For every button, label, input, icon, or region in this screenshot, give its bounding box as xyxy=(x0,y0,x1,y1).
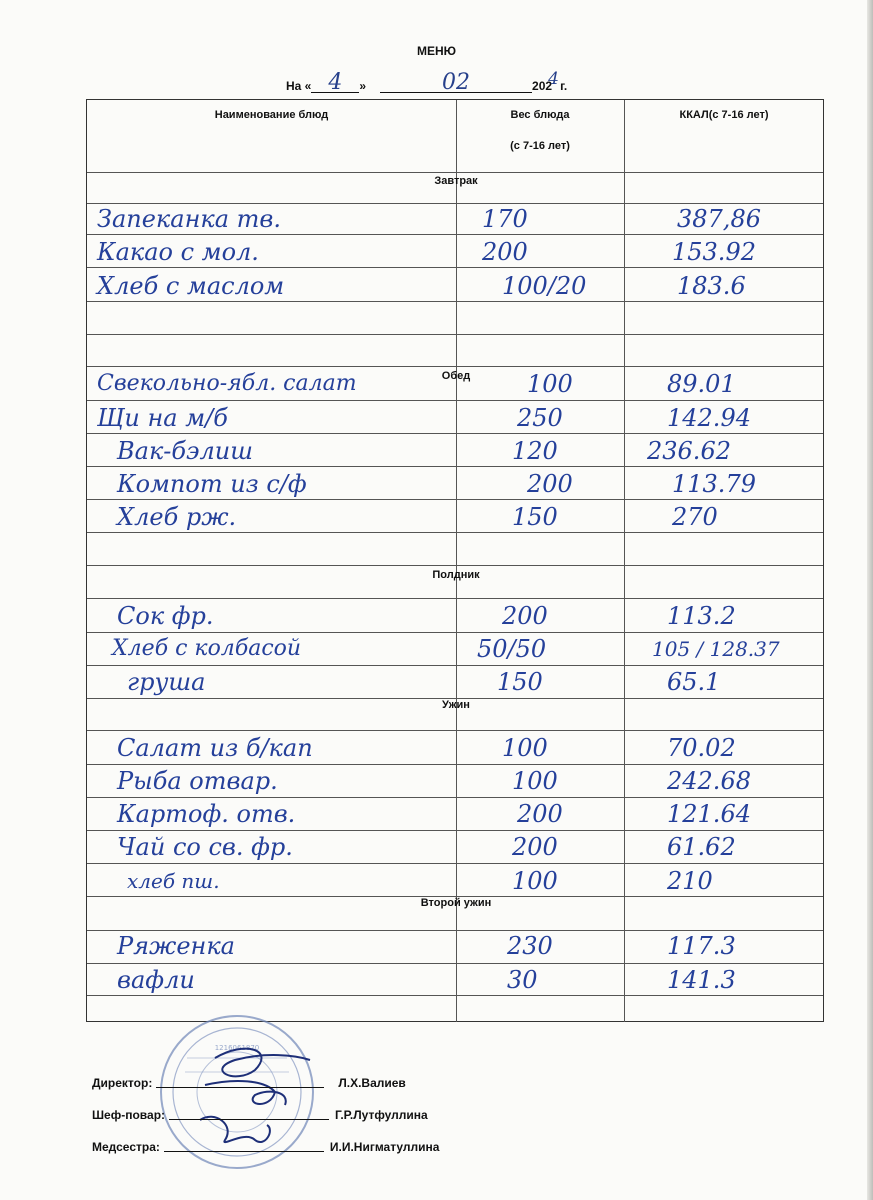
dish-weight: 170 xyxy=(482,205,528,233)
row-divider xyxy=(87,172,823,173)
dish-kcal: 89.01 xyxy=(667,370,736,398)
table-row xyxy=(87,765,825,797)
column-header-weight-sub: (с 7-16 лет) xyxy=(510,140,570,152)
table-row xyxy=(87,368,825,400)
dish-kcal: 121.64 xyxy=(667,800,751,828)
signature-block xyxy=(92,1060,592,1154)
table-row xyxy=(87,203,825,235)
dish-name: Вак-бэлиш xyxy=(117,437,253,465)
dish-weight: 200 xyxy=(527,470,573,498)
dish-kcal: 113.2 xyxy=(667,602,736,630)
dish-weight: 100 xyxy=(512,867,558,895)
chef-row xyxy=(92,1092,592,1122)
dish-weight: 200 xyxy=(512,833,558,861)
dish-name: Запеканка тв. xyxy=(97,205,281,233)
date-line xyxy=(286,69,568,95)
director-row xyxy=(92,1060,592,1090)
dish-weight: 100/20 xyxy=(502,272,587,300)
table-row xyxy=(87,865,825,897)
dish-name: Сок фр. xyxy=(117,602,214,630)
dish-kcal: 142.94 xyxy=(667,404,751,432)
dish-weight: 200 xyxy=(482,238,528,266)
dish-kcal: 270 xyxy=(672,503,718,531)
column-header-kcal: ККАЛ(с 7-16 лет) xyxy=(679,109,769,121)
table-row xyxy=(87,798,825,830)
dish-weight: 200 xyxy=(502,602,548,630)
table-row xyxy=(87,468,825,500)
table-row xyxy=(87,930,825,962)
dish-kcal: 70.02 xyxy=(667,734,736,762)
row-divider xyxy=(87,598,823,599)
section-breakfast: Завтрак xyxy=(434,175,478,187)
row-divider xyxy=(87,366,823,367)
dish-name: хлеб пш. xyxy=(127,869,220,893)
dish-kcal: 141.3 xyxy=(667,966,736,994)
table-row xyxy=(87,666,825,698)
dish-kcal: 61.62 xyxy=(667,833,736,861)
dish-name: Щи на м/б xyxy=(97,404,228,432)
chef-label: Шеф-повар: xyxy=(92,1108,166,1122)
section-dinner: Ужин xyxy=(442,699,470,711)
dish-weight: 100 xyxy=(512,767,558,795)
dish-weight: 100 xyxy=(527,370,573,398)
signature-line xyxy=(164,1151,324,1152)
dish-kcal: 387,86 xyxy=(677,205,761,233)
row-divider xyxy=(87,400,823,401)
page-edge xyxy=(867,0,873,1200)
dish-name: Чай со св. фр. xyxy=(117,833,293,861)
column-header-weight: Вес блюда xyxy=(510,109,570,121)
dish-name: Рыба отвар. xyxy=(117,767,278,795)
chef-name: Г.Р.Лутфуллина xyxy=(335,1108,428,1122)
date-month: 02 xyxy=(380,74,532,93)
table-row xyxy=(87,501,825,533)
table-row xyxy=(87,236,825,268)
table-row xyxy=(87,435,825,467)
dish-kcal: 183.6 xyxy=(677,272,746,300)
dish-name: Хлеб рж. xyxy=(117,503,237,531)
dish-weight: 120 xyxy=(512,437,558,465)
dish-name: Какао с мол. xyxy=(97,238,259,266)
dish-name: Хлеб с колбасой xyxy=(112,636,302,661)
dish-kcal: 153.92 xyxy=(672,238,756,266)
dish-kcal: 242.68 xyxy=(667,767,751,795)
table-row xyxy=(87,600,825,632)
table-row xyxy=(87,633,825,665)
dish-name: вафли xyxy=(117,966,195,994)
dish-weight: 250 xyxy=(517,404,563,432)
dish-kcal: 236.62 xyxy=(647,437,731,465)
dish-kcal: 105 / 128.37 xyxy=(652,637,780,661)
year-prefix: 202 xyxy=(532,79,553,93)
page-title: МЕНЮ xyxy=(416,44,457,58)
director-name: Л.Х.Валиев xyxy=(338,1076,406,1090)
dish-name: Картоф. отв. xyxy=(117,800,296,828)
table-row xyxy=(87,732,825,764)
dish-name: Хлеб с маслом xyxy=(97,272,285,300)
section-lunch: Обед xyxy=(441,370,471,382)
dish-name: груша xyxy=(127,668,206,696)
dish-kcal: 113.79 xyxy=(672,470,756,498)
dish-weight: 30 xyxy=(507,966,538,994)
table-row xyxy=(87,964,825,996)
table-row xyxy=(87,402,825,434)
dish-weight: 200 xyxy=(517,800,563,828)
dish-kcal: 117.3 xyxy=(667,932,736,960)
date-day: 4 xyxy=(311,74,359,93)
column-header-name: Наименование блюд xyxy=(214,109,329,121)
table-row xyxy=(87,831,825,863)
section-second-dinner: Второй ужин xyxy=(420,897,492,909)
row-divider xyxy=(87,565,823,566)
stamp-code: 1216061870 xyxy=(214,1044,260,1052)
dish-weight: 230 xyxy=(507,932,553,960)
date-mid: » xyxy=(359,79,367,93)
dish-name: Свекольно-ябл. салат xyxy=(97,371,357,396)
dish-weight: 150 xyxy=(512,503,558,531)
dish-name: Компот из с/ф xyxy=(117,470,307,498)
nurse-label: Медсестра: xyxy=(92,1140,160,1154)
nurse-row xyxy=(92,1124,592,1154)
dish-name: Салат из б/кап xyxy=(117,734,313,762)
dish-kcal: 65.1 xyxy=(667,668,721,696)
table-row xyxy=(87,270,825,302)
signature-line xyxy=(156,1087,324,1088)
year-suffix: г. xyxy=(560,79,568,93)
section-snack: Полдник xyxy=(432,569,480,581)
menu-table xyxy=(86,99,824,1022)
signature-line xyxy=(169,1119,329,1120)
dish-kcal: 210 xyxy=(667,867,713,895)
date-prefix: На « xyxy=(286,79,312,93)
row-divider xyxy=(87,730,823,731)
dish-weight: 50/50 xyxy=(477,635,547,663)
year-digit: 4 xyxy=(548,69,559,89)
row-divider xyxy=(87,334,823,335)
row-divider xyxy=(87,863,823,864)
nurse-name: И.И.Нигматуллина xyxy=(329,1140,440,1154)
director-label: Директор: xyxy=(92,1076,153,1090)
dish-weight: 150 xyxy=(497,668,543,696)
dish-weight: 100 xyxy=(502,734,548,762)
dish-name: Ряженка xyxy=(117,932,235,960)
